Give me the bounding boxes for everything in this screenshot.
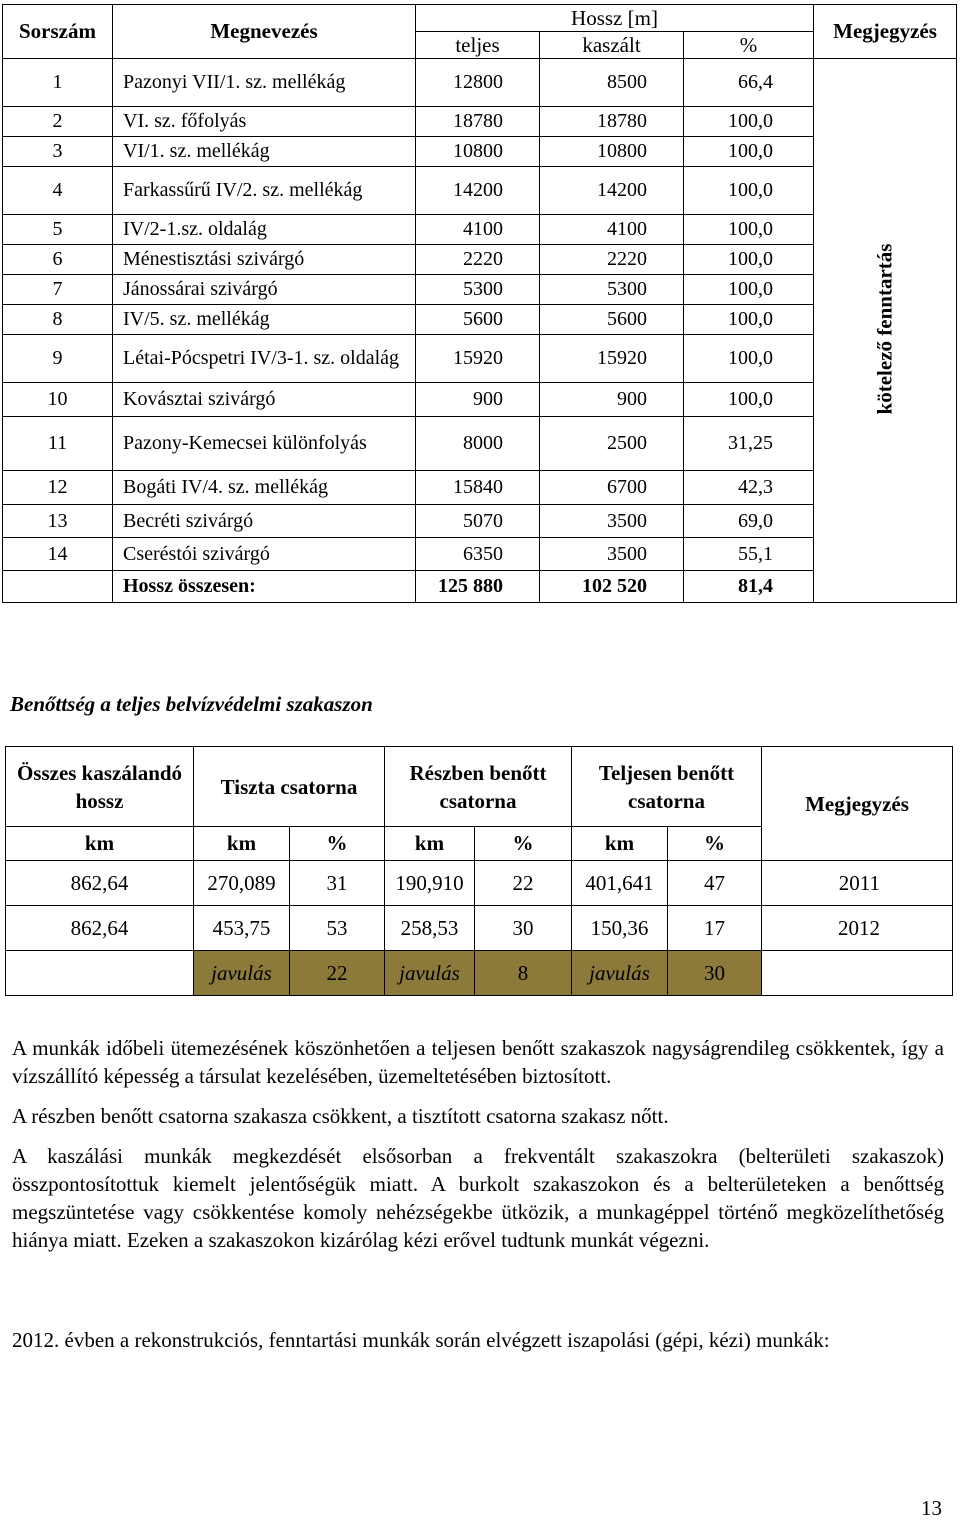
- row-pct: 42,3: [684, 471, 814, 505]
- row-name: VI. sz. főfolyás: [113, 107, 416, 137]
- reszben-pct: 30: [475, 906, 572, 951]
- row-name: Farkassűrű IV/2. sz. mellékág: [113, 167, 416, 215]
- improvement-value: 8: [475, 951, 572, 996]
- row-number: 7: [3, 275, 113, 305]
- row-kaszalt: 2500: [540, 417, 684, 471]
- table-row: [6, 906, 953, 951]
- improvement-label: javulás: [385, 951, 475, 996]
- teljesen-pct: 17: [668, 906, 762, 951]
- row-pct: 100,0: [684, 137, 814, 167]
- tiszta-km: 270,089: [194, 861, 290, 906]
- table-row: [3, 59, 957, 107]
- row-name: IV/5. sz. mellékág: [113, 305, 416, 335]
- reszben-pct: 22: [475, 861, 572, 906]
- section-heading: Benőttség a teljes belvízvédelmi szakaszon: [10, 692, 373, 716]
- header-megnevezes: Megnevezés: [113, 5, 416, 59]
- header-sorszam: Sorszám: [3, 5, 113, 59]
- row-number: 11: [3, 417, 113, 471]
- row-teljes: 900: [416, 383, 540, 417]
- row-pct: 69,0: [684, 505, 814, 538]
- reszben-km: 190,910: [385, 861, 475, 906]
- total-blank-cell: [3, 571, 113, 603]
- row-number: 8: [3, 305, 113, 335]
- row-pct: 100,0: [684, 245, 814, 275]
- header-megjegyzes-2: Megjegyzés: [762, 747, 953, 861]
- row-number: 3: [3, 137, 113, 167]
- row-number: 4: [3, 167, 113, 215]
- unit-cell: %: [290, 827, 385, 861]
- row-name: Bogáti IV/4. sz. mellékág: [113, 471, 416, 505]
- header-kaszalt: kaszált: [540, 32, 684, 59]
- improvement-label: javulás: [194, 951, 290, 996]
- header-reszben: Részben benőtt csatorna: [385, 747, 572, 827]
- row-teljes: 4100: [416, 215, 540, 245]
- row-pct: 31,25: [684, 417, 814, 471]
- tiszta-km: 453,75: [194, 906, 290, 951]
- table-row: [6, 861, 953, 906]
- row-teljes: 8000: [416, 417, 540, 471]
- row-number: 13: [3, 505, 113, 538]
- channel-length-table: [2, 4, 957, 603]
- row-kaszalt: 8500: [540, 59, 684, 107]
- row-name: Becréti szivárgó: [113, 505, 416, 538]
- row-pct: 100,0: [684, 107, 814, 137]
- row-pct: 100,0: [684, 215, 814, 245]
- reszben-km: 258,53: [385, 906, 475, 951]
- row-kaszalt: 4100: [540, 215, 684, 245]
- row-name: Cseréstói szivárgó: [113, 538, 416, 571]
- total-pct: 81,4: [684, 571, 814, 603]
- maintenance-note: kötelező fenntartás: [872, 243, 897, 415]
- row-name: Ménestisztási szivárgó: [113, 245, 416, 275]
- row-teljes: 5300: [416, 275, 540, 305]
- row-number: 14: [3, 538, 113, 571]
- row-name: Kovásztai szivárgó: [113, 383, 416, 417]
- unit-cell: km: [385, 827, 475, 861]
- row-teljes: 2220: [416, 245, 540, 275]
- unit-cell: %: [668, 827, 762, 861]
- teljesen-pct: 47: [668, 861, 762, 906]
- row-number: 2: [3, 107, 113, 137]
- row-pct: 100,0: [684, 383, 814, 417]
- total-label: Hossz összesen:: [113, 571, 416, 603]
- row-teljes: 14200: [416, 167, 540, 215]
- paragraph: A részben benőtt csatorna szakasza csökkent, a tisztított csatorna szakasz nőtt.: [12, 1104, 669, 1128]
- row-number: 12: [3, 471, 113, 505]
- improvement-label: javulás: [572, 951, 668, 996]
- row-number: 5: [3, 215, 113, 245]
- row-kaszalt: 18780: [540, 107, 684, 137]
- row-kaszalt: 10800: [540, 137, 684, 167]
- row-teljes: 18780: [416, 107, 540, 137]
- header-tiszta: Tiszta csatorna: [194, 747, 385, 827]
- row-teljes: 15840: [416, 471, 540, 505]
- note-cell: [814, 59, 957, 603]
- row-name: Létai-Pócspetri IV/3-1. sz. oldalág: [113, 335, 416, 383]
- row-kaszalt: 15920: [540, 335, 684, 383]
- header-teljes: teljes: [416, 32, 540, 59]
- row-kaszalt: 2220: [540, 245, 684, 275]
- row-pct: 100,0: [684, 305, 814, 335]
- row-number: 9: [3, 335, 113, 383]
- row-pct: 66,4: [684, 59, 814, 107]
- row-kaszalt: 5300: [540, 275, 684, 305]
- row-number: 10: [3, 383, 113, 417]
- row-kaszalt: 14200: [540, 167, 684, 215]
- row-teljes: 15920: [416, 335, 540, 383]
- improvement-value: 30: [668, 951, 762, 996]
- tiszta-pct: 31: [290, 861, 385, 906]
- unit-cell: km: [6, 827, 194, 861]
- unit-cell: km: [194, 827, 290, 861]
- paragraph: A munkák időbeli ütemezésének köszönhetően a teljesen benőtt szakaszok nagyságrendileg csökkentek, így a vízszállító képesség a társulat kezelésében, üzemeltetésében biztosított.: [12, 1036, 944, 1088]
- overgrowth-table: [5, 746, 953, 996]
- unit-cell: km: [572, 827, 668, 861]
- row-teljes: 6350: [416, 538, 540, 571]
- row-kaszalt: 6700: [540, 471, 684, 505]
- row-teljes: 12800: [416, 59, 540, 107]
- year-note: 2012: [762, 906, 953, 951]
- row-pct: 100,0: [684, 167, 814, 215]
- row-name: Jánossárai szivárgó: [113, 275, 416, 305]
- improvement-blank-left: [6, 951, 194, 996]
- header-hossz: Hossz [m]: [416, 5, 814, 32]
- row-teljes: 5600: [416, 305, 540, 335]
- row-kaszalt: 3500: [540, 538, 684, 571]
- total-km: 862,64: [6, 861, 194, 906]
- row-teljes: 10800: [416, 137, 540, 167]
- improvement-value: 22: [290, 951, 385, 996]
- row-kaszalt: 3500: [540, 505, 684, 538]
- row-name: VI/1. sz. mellékág: [113, 137, 416, 167]
- teljesen-km: 150,36: [572, 906, 668, 951]
- page-number: 13: [921, 1496, 942, 1520]
- row-name: IV/2-1.sz. oldalág: [113, 215, 416, 245]
- improvement-row: [6, 951, 953, 996]
- row-pct: 100,0: [684, 275, 814, 305]
- total-km: 862,64: [6, 906, 194, 951]
- row-name: Pazonyi VII/1. sz. mellékág: [113, 59, 416, 107]
- paragraph: A kaszálási munkák megkezdését elsősorban a frekventált szakaszokra (belterületi szakaszok) összpontosítottuk kiemelt jelentőségük miatt. A burkolt szakaszokon és a belterületeken a benőttség megszüntetése vagy csökkentése komoly nehézségekbe ütközik, a munkagéppel történő megközelíthetőség hiánya miatt. Ezeken a szakaszokon kizárólag kézi erővel tudtunk munkát végezni.: [12, 1144, 944, 1252]
- header-osszes: Összes kaszálandó hossz: [6, 747, 194, 827]
- row-kaszalt: 900: [540, 383, 684, 417]
- row-number: 6: [3, 245, 113, 275]
- year-note: 2011: [762, 861, 953, 906]
- tiszta-pct: 53: [290, 906, 385, 951]
- row-pct: 55,1: [684, 538, 814, 571]
- header-teljesen: Teljesen benőtt csatorna: [572, 747, 762, 827]
- row-pct: 100,0: [684, 335, 814, 383]
- paragraph: 2012. évben a rekonstrukciós, fenntartási munkák során elvégzett iszapolási (gépi, kézi) munkák:: [12, 1328, 830, 1352]
- header-pct: %: [684, 32, 814, 59]
- row-number: 1: [3, 59, 113, 107]
- teljesen-km: 401,641: [572, 861, 668, 906]
- unit-cell: %: [475, 827, 572, 861]
- row-teljes: 5070: [416, 505, 540, 538]
- row-kaszalt: 5600: [540, 305, 684, 335]
- improvement-blank-right: [762, 951, 953, 996]
- total-kaszalt: 102 520: [540, 571, 684, 603]
- row-name: Pazony-Kemecsei különfolyás: [113, 417, 416, 471]
- total-teljes: 125 880: [416, 571, 540, 603]
- header-megjegyzes: Megjegyzés: [814, 5, 957, 59]
